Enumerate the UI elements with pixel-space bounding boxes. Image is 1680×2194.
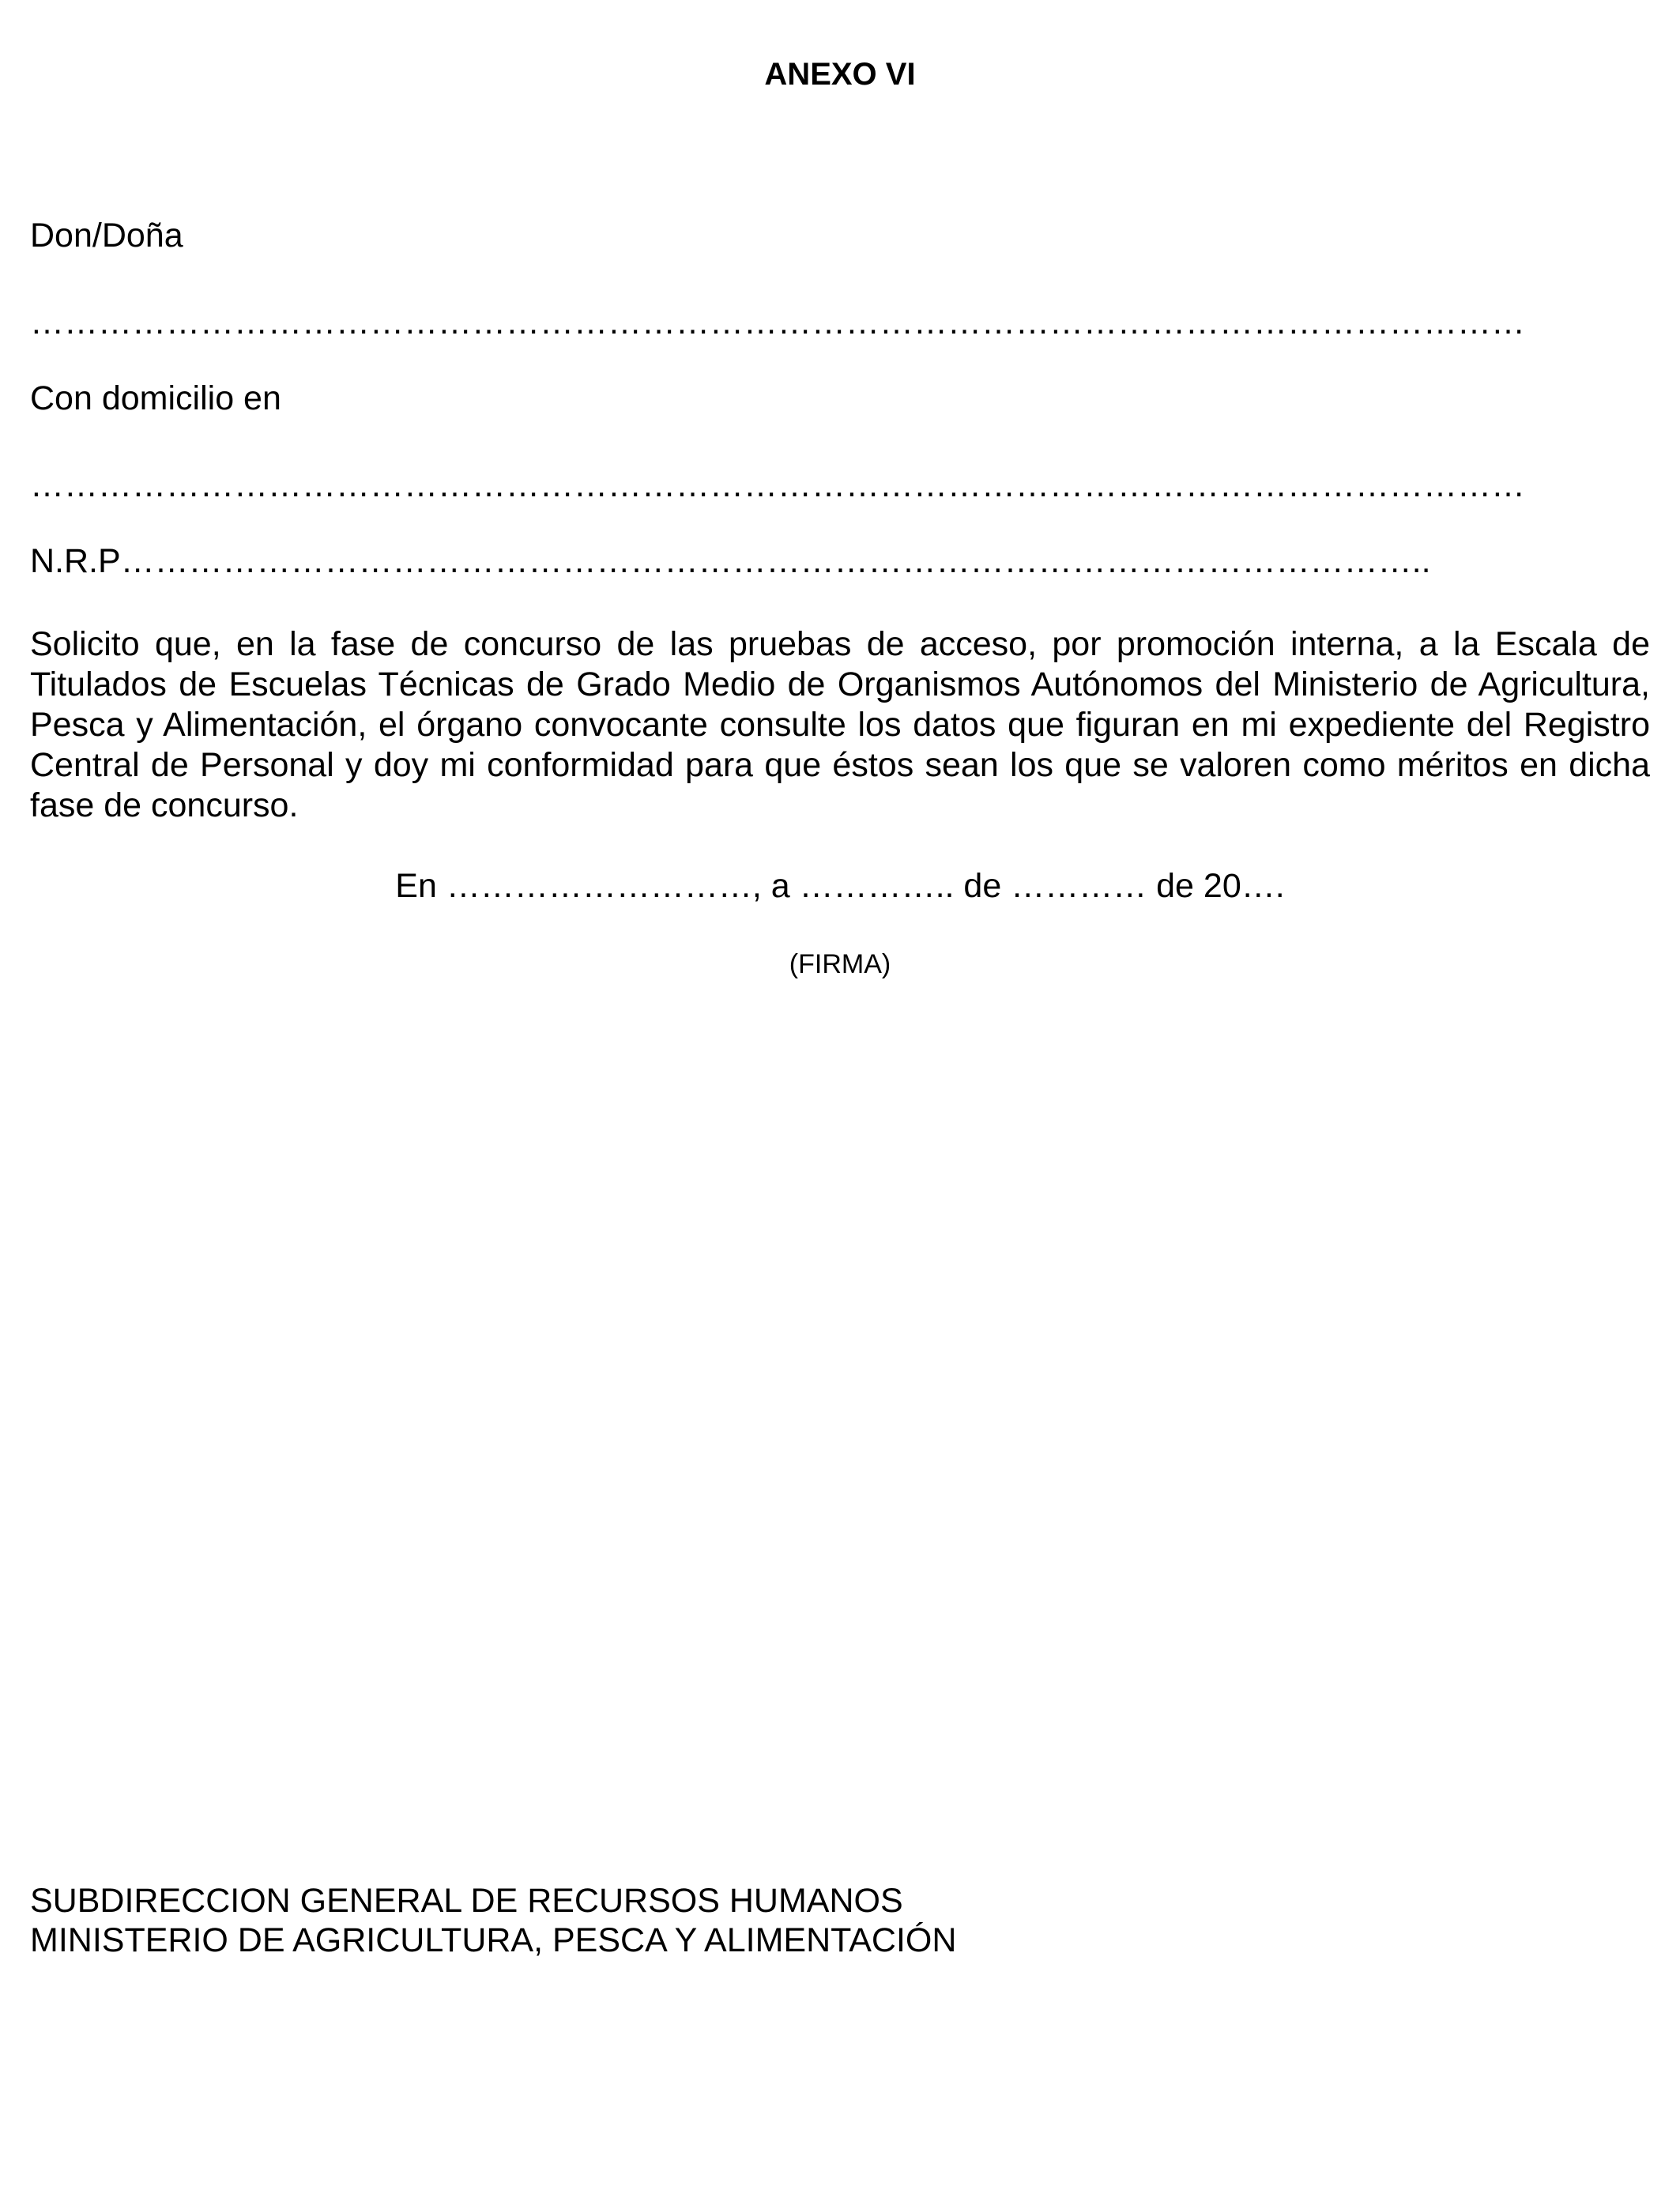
nrp-line: N.R.P……………………………………………………………………………………………………..: [30, 542, 1431, 580]
footer-address: [30, 1881, 956, 1960]
address-fill-line: ……………………………………………………………………………………………………………………: [30, 466, 1525, 504]
name-fill-line: ……………………………………………………………………………………………………………………: [30, 303, 1525, 341]
date-place-line: En ………………………, a ………….. de ………… de 20….: [395, 867, 1285, 905]
document-title: ANEXO VI: [764, 57, 916, 92]
request-paragraph: Solicito que, en la fase de concurso de las pruebas de acceso, por promoción interna, a la Escala de Titulados de Escuelas Técnicas de Grado Medio de Organismos Autónomos del Ministerio de Agricultura, Pesca y Alimentación, el órgano convocante consulte los datos que figuran en mi expediente del Registro Central de Personal y doy mi conformidad para que éstos sean los que se valoren como méritos en dicha fase de concurso.: [30, 625, 1650, 824]
footer-line-1: SUBDIRECCION GENERAL DE RECURSOS HUMANOS: [30, 1882, 903, 1920]
address-label: Con domicilio en: [30, 379, 281, 417]
footer-line-2: MINISTERIO DE AGRICULTURA, PESCA Y ALIMENTACIÓN: [30, 1921, 957, 1959]
signature-label: (FIRMA): [789, 949, 891, 979]
name-label: Don/Doña: [30, 217, 183, 254]
